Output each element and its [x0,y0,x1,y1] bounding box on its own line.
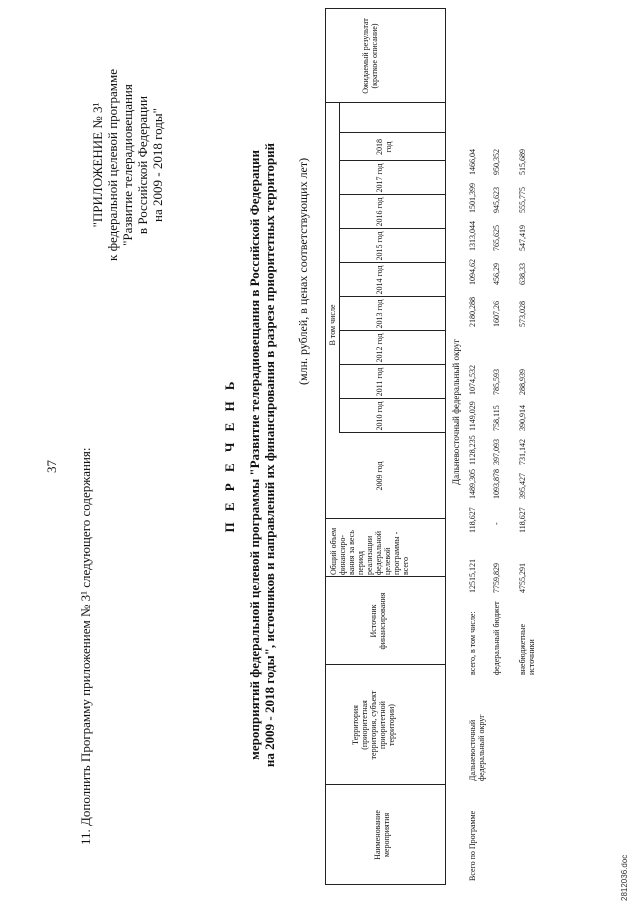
section-title: Дальневосточный федеральный округ [451,339,461,485]
document-title [222,105,277,805]
row-value: 1074,532 [468,365,477,395]
row-value: 1094,62 [468,259,477,285]
col-line [325,884,446,885]
col-line [339,228,446,229]
col-line [339,432,446,433]
subheader-line [339,103,340,433]
row-source: федеральный бюджет [492,601,501,675]
col-line [339,330,446,331]
col-line [339,262,446,263]
row-value: 1128,235 [468,435,477,465]
row-value: 1313,044 [468,221,477,251]
col-line [339,364,446,365]
header-year: 2017 год [375,163,384,193]
appendix-line: в Российской Федерации [135,95,150,235]
row-value: 1501,399 [468,183,477,213]
units-note: (млн. рублей, в ценах соответствующих лет) [296,157,310,385]
col-line [325,518,446,519]
row-total: 7759,829 [492,563,501,593]
col-line [325,102,446,103]
title-main: П Е Р Е Ч Е Н Ь [222,377,237,533]
header-year: 2009 год [375,461,384,491]
appendix-header [90,15,165,315]
header-year: 2016 год [375,197,384,227]
instruction-text: 11. Дополнить Программу приложением № 3¹ следующего содержания: [78,447,93,845]
row-value: 765,625 [492,225,501,251]
header-measure: Наименование мероприятия [373,810,391,860]
header-territory: Территория (приоритетная территория, субъект приоритетной территории) [351,690,396,760]
col-line [325,576,446,577]
row-value: 118,627 [468,507,477,533]
row-value: - [492,522,501,525]
row-value: 731,142 [518,439,527,465]
header-year: 2018 год [375,139,393,155]
row-value: 397,093 [492,439,501,465]
row-value: 1466,04 [468,149,477,175]
row-value: 395,427 [518,473,527,499]
appendix-line: "ПРИЛОЖЕНИЕ № 3¹ [90,102,105,228]
row-source: всего, в том числе: [468,611,477,675]
row-value: 555,775 [518,187,527,213]
col-line [339,296,446,297]
col-line [339,398,446,399]
header-year: 2010 год [375,401,384,431]
table-border-top [325,8,326,885]
row-value: 390,914 [518,405,527,431]
row-value: 118,627 [518,507,527,533]
row-value: 573,028 [518,301,527,327]
appendix-line: к федеральной целевой программе [105,69,120,261]
col-line [325,664,446,665]
header-year: 2013 год [375,299,384,329]
document-reference: 2812036.doc [620,854,629,901]
row-value: 945,623 [492,187,501,213]
header-total: Общий объем финансиро- вания за весь период реализации федеральной целевой программы - всего [329,527,410,575]
row-value: 515,689 [518,149,527,175]
header-year: 2015 год [375,231,384,261]
row-value: 1489,305 [468,469,477,499]
col-line [325,8,446,9]
row-value: 456,29 [492,263,501,285]
appendix-line: на 2009 - 2018 годы" [150,108,165,222]
row-value: 950,352 [492,149,501,175]
row-territory: Дальневосточный федеральный округ [468,714,486,781]
row-total: 4755,291 [518,563,527,593]
col-line [339,194,446,195]
col-line [339,132,446,133]
col-line [339,160,446,161]
row-value: 1149,029 [468,401,477,431]
row-value: 785,593 [492,369,501,395]
header-year: 2011 год [375,367,384,397]
header-including: В том числе [328,304,337,346]
title-line: на 2009 - 2018 годы", источников и направлений их финансирования в разрезе приоритетных территорий [262,142,277,768]
page-number: 37 [44,460,59,473]
table-border-bottom [445,8,446,885]
row-value: 1093,878 [492,469,501,499]
row-value: 638,33 [518,263,527,285]
row-value: 2180,288 [468,297,477,327]
header-result: Ожидаемый результат (краткое описание) [361,18,379,94]
col-line [325,784,446,785]
title-line: мероприятий федеральной целевой программы "Развитие телерадиовещания в Российской Федерации [247,150,262,760]
row-value: 758,115 [492,405,501,431]
row-value: 547,419 [518,225,527,251]
financing-table [325,8,445,885]
row-value: 1607,26 [492,301,501,327]
row-value: 288,939 [518,369,527,395]
row-total: 12515,121 [468,559,477,593]
row-source: внебюджетные источники [518,624,536,675]
header-source: Источник финансирования [369,592,387,650]
row-measure: Всего по Программе [468,810,477,881]
header-year: 2014 год [375,265,384,295]
header-year: 2012 год [375,333,384,363]
appendix-line: "Развитие телерадиовещания [120,84,135,246]
